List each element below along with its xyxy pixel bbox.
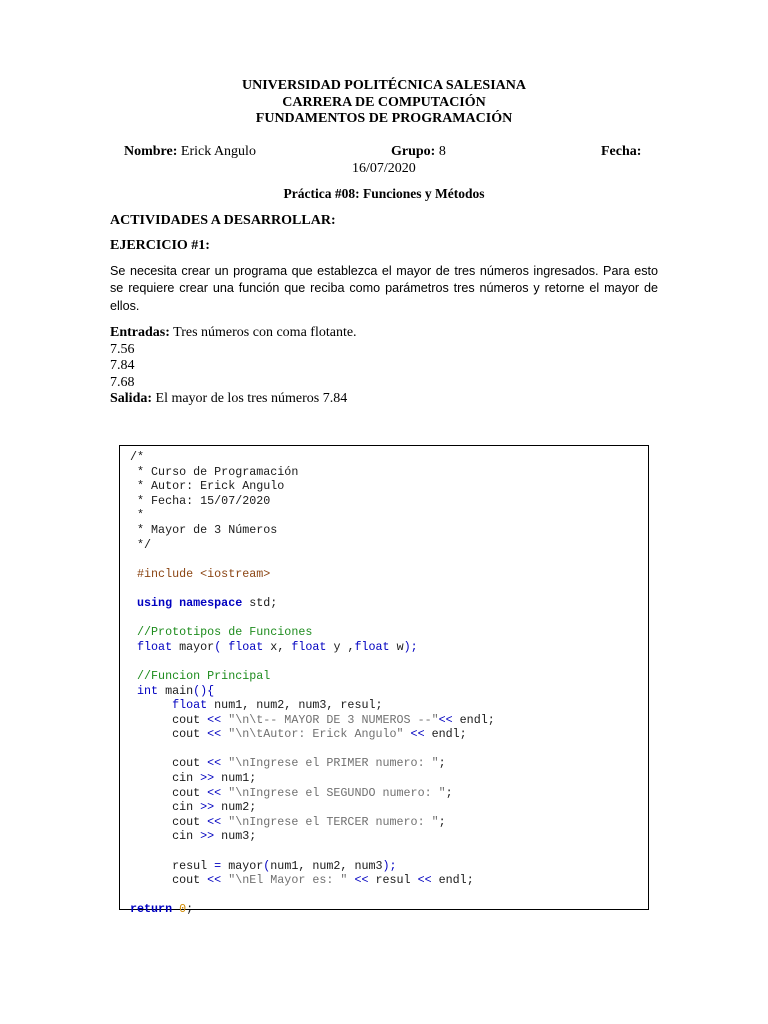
code-token: float xyxy=(130,698,208,713)
course-name: FUNDAMENTOS DE PROGRAMACIÓN xyxy=(255,111,513,126)
code-token: num1, num2, num3, resul; xyxy=(207,698,383,713)
code-token: "\nIngrese el PRIMER numero: " xyxy=(221,756,439,771)
exercise-description: Se necesita crear un programa que establezca el mayor de tres números ingresados. Para esto se requiere crear una función que reciba como parámetros tres números y retorne el mayor de ellos. xyxy=(110,264,658,313)
code-line xyxy=(130,742,495,757)
code-listing xyxy=(130,450,495,917)
code-token: num1; xyxy=(214,771,257,786)
code-token: << xyxy=(207,814,222,829)
group-value: 8 xyxy=(438,144,446,159)
activities-heading: ACTIVIDADES A DESARROLLAR: xyxy=(110,213,336,228)
code-token: mayor xyxy=(221,858,264,873)
code-token: << xyxy=(207,756,222,771)
code-token: "\n\t-- MAYOR DE 3 NUMEROS --" xyxy=(221,712,439,727)
code-token: "\nIngrese el SEGUNDO numero: " xyxy=(221,785,446,800)
code-line xyxy=(130,465,495,480)
code-line xyxy=(130,479,495,494)
code-token: int xyxy=(130,683,159,698)
code-token: ; xyxy=(438,756,446,771)
code-token: //Funcion Principal xyxy=(130,668,271,683)
code-token: endl; xyxy=(424,727,467,742)
code-line xyxy=(130,611,495,626)
code-token: y , xyxy=(326,639,355,654)
code-token: = xyxy=(214,858,222,873)
code-token: std; xyxy=(242,595,278,610)
code-token: cout xyxy=(130,814,208,829)
code-token: >> xyxy=(200,771,215,786)
university-name: UNIVERSIDAD POLITÉCNICA SALESIANA xyxy=(242,78,526,93)
code-line xyxy=(130,450,495,465)
code-token: using namespace xyxy=(130,595,243,610)
code-line xyxy=(130,727,495,742)
code-token: * xyxy=(130,508,145,523)
code-token: main xyxy=(158,683,194,698)
code-line xyxy=(130,654,495,669)
code-token: x, xyxy=(263,639,292,654)
code-token: float xyxy=(354,639,390,654)
code-listing-box xyxy=(119,445,649,917)
code-token: >> xyxy=(200,800,215,815)
code-token: endl; xyxy=(452,712,495,727)
code-token: * Fecha: 15/07/2020 xyxy=(130,493,271,508)
date-value: 16/07/2020 xyxy=(352,161,416,176)
code-token: << xyxy=(207,785,222,800)
code-line xyxy=(130,902,495,917)
code-token: cout xyxy=(130,756,208,771)
code-line xyxy=(130,508,495,523)
code-token: ); xyxy=(382,858,397,873)
code-token: return xyxy=(130,902,173,917)
code-line xyxy=(130,581,495,596)
code-token: float xyxy=(130,639,173,654)
inputs-line xyxy=(110,325,357,341)
code-token: cout xyxy=(130,727,208,742)
code-token: >> xyxy=(200,829,215,844)
code-token: #include <iostream> xyxy=(130,566,271,581)
code-line xyxy=(130,669,495,684)
code-line xyxy=(130,523,495,538)
name-value: Erick Angulo xyxy=(180,144,256,159)
code-line xyxy=(130,888,495,903)
group-label: Grupo: xyxy=(391,144,436,159)
code-token: cout xyxy=(130,873,208,888)
output-text: El mayor de los tres números 7.84 xyxy=(155,391,348,406)
code-token: resul xyxy=(368,873,418,888)
code-line xyxy=(130,771,495,786)
code-line xyxy=(130,684,495,699)
code-token: float xyxy=(291,639,327,654)
inputs-text: Tres números con coma flotante. xyxy=(173,325,357,340)
code-line xyxy=(130,756,495,771)
career-name: CARRERA DE COMPUTACIÓN xyxy=(282,95,486,110)
exercise-heading: EJERCICIO #1: xyxy=(110,238,210,253)
student-name-line xyxy=(124,143,256,160)
code-token: ( xyxy=(263,858,271,873)
code-token: "\n\tAutor: Erick Angulo" xyxy=(221,727,404,742)
code-token: << xyxy=(207,727,222,742)
date-label: Fecha: xyxy=(601,144,642,159)
group-line xyxy=(391,143,446,160)
code-line xyxy=(130,859,495,874)
code-line xyxy=(130,596,495,611)
code-token: w xyxy=(389,639,404,654)
code-line xyxy=(130,698,495,713)
code-line xyxy=(130,786,495,801)
input-value: 7.84 xyxy=(110,358,135,373)
code-token: * Curso de Programación xyxy=(130,464,299,479)
code-token: num2; xyxy=(214,800,257,815)
code-token: << xyxy=(438,712,453,727)
code-token: resul xyxy=(130,858,215,873)
code-token: "\nIngrese el TERCER numero: " xyxy=(221,814,439,829)
code-token: * Autor: Erick Angulo xyxy=(130,479,285,494)
code-token: << xyxy=(403,727,425,742)
code-token: mayor xyxy=(172,639,215,654)
date-label-line xyxy=(601,143,641,160)
code-token: * Mayor de 3 Números xyxy=(130,522,278,537)
code-token: ; xyxy=(186,902,194,917)
code-token: ( xyxy=(214,639,222,654)
inputs-label: Entradas: xyxy=(110,325,170,340)
code-line xyxy=(130,800,495,815)
code-token: << xyxy=(417,873,432,888)
output-line xyxy=(110,391,347,407)
code-line xyxy=(130,815,495,830)
code-token: (){ xyxy=(193,683,215,698)
code-token: << xyxy=(347,873,369,888)
code-token: */ xyxy=(130,537,152,552)
code-token: //Prototipos de Funciones xyxy=(130,625,313,640)
practice-title: Práctica #08: Funciones y Métodos xyxy=(283,186,485,201)
code-token: ); xyxy=(403,639,418,654)
code-line xyxy=(130,494,495,509)
name-label: Nombre: xyxy=(124,144,178,159)
input-value: 7.56 xyxy=(110,342,135,357)
code-token: cout xyxy=(130,785,208,800)
code-token: cin xyxy=(130,800,201,815)
code-line xyxy=(130,625,495,640)
code-token: cout xyxy=(130,712,208,727)
code-token: ; xyxy=(445,785,453,800)
code-line xyxy=(130,844,495,859)
code-token: ; xyxy=(438,814,446,829)
code-line xyxy=(130,567,495,582)
code-token: cin xyxy=(130,771,201,786)
code-line xyxy=(130,713,495,728)
code-token: << xyxy=(207,873,222,888)
code-token: << xyxy=(207,712,222,727)
output-label: Salida: xyxy=(110,391,153,406)
code-line xyxy=(130,829,495,844)
code-line xyxy=(130,538,495,553)
input-value: 7.68 xyxy=(110,375,135,390)
code-line xyxy=(130,873,495,888)
code-token: endl; xyxy=(431,873,474,888)
code-token: num3; xyxy=(214,829,257,844)
code-token: "\nEl Mayor es: " xyxy=(221,873,348,888)
code-token: cin xyxy=(130,829,201,844)
code-line xyxy=(130,552,495,567)
code-line xyxy=(130,640,495,655)
code-token: /* xyxy=(130,450,145,464)
code-token: float xyxy=(221,639,264,654)
code-token: num1, num2, num3 xyxy=(270,858,383,873)
code-token: 0 xyxy=(179,902,187,917)
